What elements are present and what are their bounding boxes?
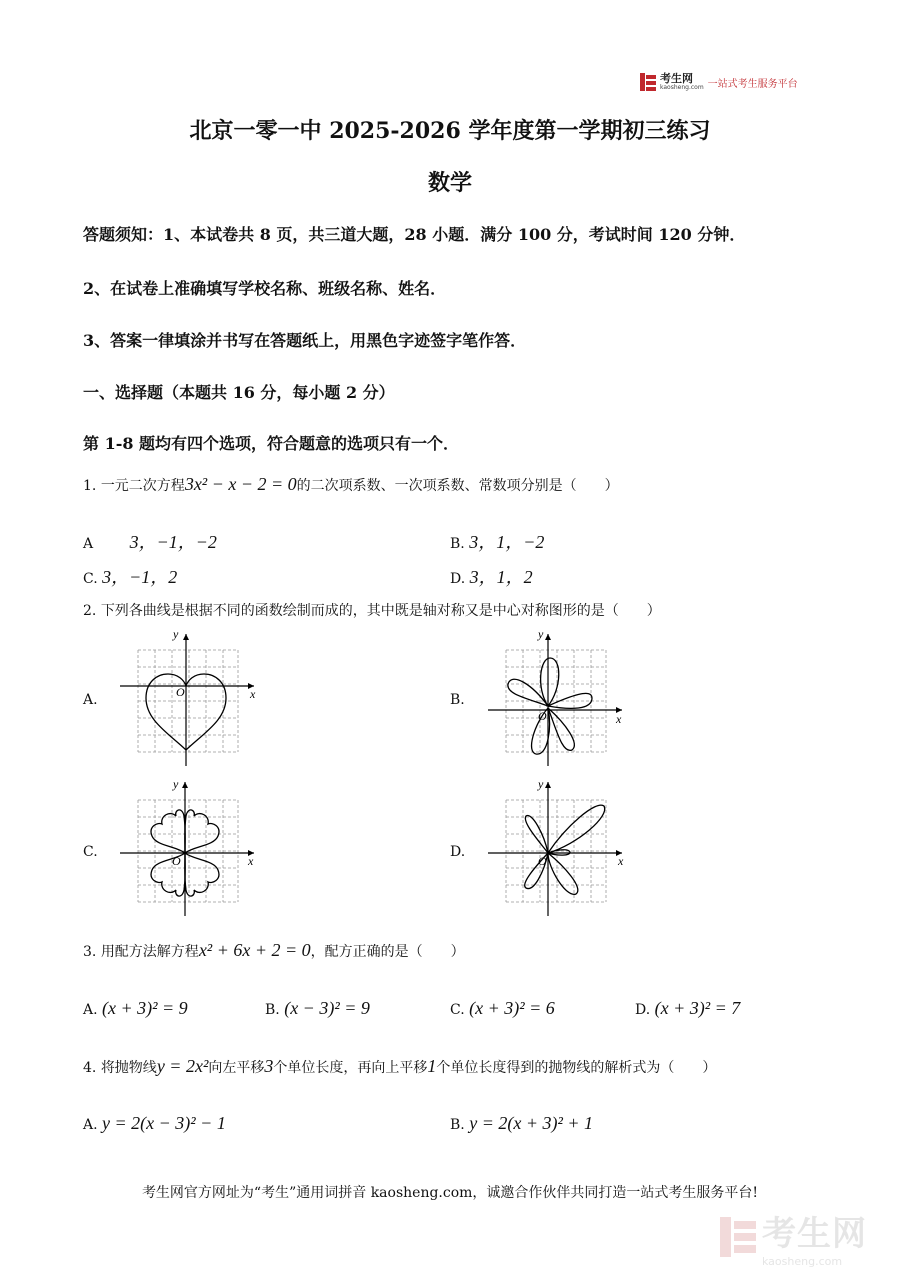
option-b[interactable] bbox=[265, 998, 370, 1019]
question-text: 个单位长度得到的抛物线的解析式为（ ） bbox=[436, 1060, 717, 1076]
option-text: 3，−1，2 bbox=[102, 567, 178, 587]
option-d[interactable] bbox=[635, 998, 740, 1019]
shift-left-amount: 3 bbox=[264, 1056, 274, 1076]
graph-b-flower[interactable] bbox=[486, 628, 628, 772]
question-text: 将抛物线 bbox=[100, 1060, 157, 1076]
shift-up-amount: 1 bbox=[427, 1056, 437, 1076]
option-a[interactable] bbox=[83, 528, 217, 554]
exam-title: 北京一零一中 2025-2026 学年度第一学期初三练习 bbox=[189, 118, 711, 144]
footer-text: 考生网官方网址为“考生”通用词拼音 kaosheng.com，诚邀合作伙伴共同打造一站式考生服务平台! bbox=[141, 1185, 759, 1201]
equation: 3x² − x − 2 = 0 bbox=[184, 474, 297, 494]
instruction-3: 3、答案一律填涂并书写在答题纸上，用黑色字迹签字笔作答． bbox=[83, 331, 527, 350]
origin-label: O bbox=[172, 854, 181, 868]
question-text: 的二次项系数、一次项系数、常数项分别是（ ） bbox=[296, 478, 619, 494]
watermark-url: kaosheng.com bbox=[762, 1255, 843, 1268]
section-note: 第 1-8 题均有四个选项，符合题意的选项只有一个． bbox=[83, 434, 460, 453]
question-number: 4. bbox=[83, 1060, 97, 1076]
question-text: 用配方法解方程 bbox=[100, 944, 199, 960]
question-number: 2. bbox=[83, 603, 97, 619]
x-axis-label: x bbox=[250, 687, 256, 701]
x-axis-label: x bbox=[616, 712, 622, 726]
question-2 bbox=[83, 600, 661, 620]
x-axis-label: x bbox=[248, 854, 254, 868]
equation: x² + 6x + 2 = 0 bbox=[198, 940, 311, 960]
equation: y = 2x² bbox=[156, 1056, 209, 1076]
option-label: A. bbox=[83, 1002, 98, 1018]
option-d-label[interactable]: D. bbox=[450, 844, 466, 860]
option-label: C. bbox=[450, 1002, 465, 1018]
instruction-2: 2、在试卷上准确填写学校名称、班级名称、姓名． bbox=[83, 279, 447, 298]
option-text: 3，1，−2 bbox=[469, 532, 545, 552]
y-axis-label: y bbox=[538, 628, 544, 641]
option-label: A bbox=[83, 536, 94, 552]
option-text: (x − 3)² = 9 bbox=[284, 998, 370, 1018]
y-axis-label: y bbox=[173, 777, 179, 791]
x-axis-label: x bbox=[618, 854, 624, 868]
option-label: B. bbox=[265, 1002, 280, 1018]
option-text: y = 2(x + 3)² + 1 bbox=[469, 1113, 594, 1133]
option-text: (x + 3)² = 9 bbox=[102, 998, 188, 1018]
option-label: C. bbox=[83, 571, 98, 587]
question-text: 下列各曲线是根据不同的函数绘制而成的，其中既是轴对称又是中心对称图形的是（ ） bbox=[100, 603, 661, 619]
option-c-label[interactable]: C. bbox=[83, 844, 98, 860]
option-text: y = 2(x − 3)² − 1 bbox=[102, 1113, 226, 1133]
question-1 bbox=[83, 474, 619, 495]
header-logo bbox=[639, 72, 798, 92]
origin-label: O bbox=[538, 854, 547, 868]
option-a-label[interactable]: A. bbox=[83, 692, 98, 708]
option-a[interactable] bbox=[83, 998, 188, 1019]
option-d[interactable] bbox=[450, 563, 533, 589]
kaosheng-logo-icon bbox=[639, 72, 657, 92]
question-3 bbox=[83, 940, 465, 961]
origin-label: O bbox=[176, 685, 185, 699]
option-label: D. bbox=[450, 571, 466, 587]
logo-name: 考生网 bbox=[660, 72, 693, 85]
option-text: 3，1，2 bbox=[469, 567, 533, 587]
logo-slogan: 一站式考生服务平台 bbox=[707, 78, 798, 90]
option-text: (x + 3)² = 7 bbox=[654, 998, 741, 1018]
origin-label: O bbox=[538, 709, 547, 723]
option-text: 3，−1，−2 bbox=[129, 532, 217, 552]
option-b[interactable] bbox=[450, 1113, 593, 1134]
section-heading: 一、选择题（本题共 16 分，每小题 2 分） bbox=[83, 383, 395, 402]
question-text: 个单位长度，再向上平移 bbox=[273, 1060, 428, 1076]
question-text: 向左平移 bbox=[208, 1060, 265, 1076]
option-b-label[interactable]: B. bbox=[450, 692, 465, 708]
question-number: 1. bbox=[83, 478, 97, 494]
option-text: (x + 3)² = 6 bbox=[469, 998, 555, 1018]
watermark-logo-icon bbox=[718, 1215, 758, 1259]
exam-subject: 数学 bbox=[427, 170, 472, 196]
option-label: A. bbox=[83, 1117, 98, 1133]
option-label: D. bbox=[635, 1002, 651, 1018]
question-text: 一元二次方程 bbox=[100, 478, 185, 494]
option-c[interactable] bbox=[83, 563, 177, 589]
instruction-1: 答题须知：1、本试卷共 8 页，共三道大题，28 小题．满分 100 分，考试时间 120 分钟． bbox=[83, 225, 746, 244]
y-axis-label: y bbox=[538, 777, 544, 791]
watermark-name: 考生网 bbox=[762, 1214, 867, 1254]
option-label: B. bbox=[450, 536, 465, 552]
y-axis-label: y bbox=[173, 628, 179, 641]
option-label: B. bbox=[450, 1117, 465, 1133]
logo-url: kaosheng.com bbox=[660, 84, 704, 91]
graph-c-clover[interactable] bbox=[118, 776, 260, 922]
graph-d-butterfly[interactable] bbox=[486, 776, 628, 922]
option-c[interactable] bbox=[450, 998, 555, 1019]
graph-a-heart[interactable] bbox=[118, 628, 260, 772]
question-4 bbox=[83, 1056, 716, 1077]
question-text: ，配方正确的是（ ） bbox=[310, 944, 465, 960]
option-b[interactable] bbox=[450, 528, 544, 554]
watermark bbox=[718, 1206, 867, 1268]
question-number: 3. bbox=[83, 944, 97, 960]
option-a[interactable] bbox=[83, 1113, 226, 1134]
